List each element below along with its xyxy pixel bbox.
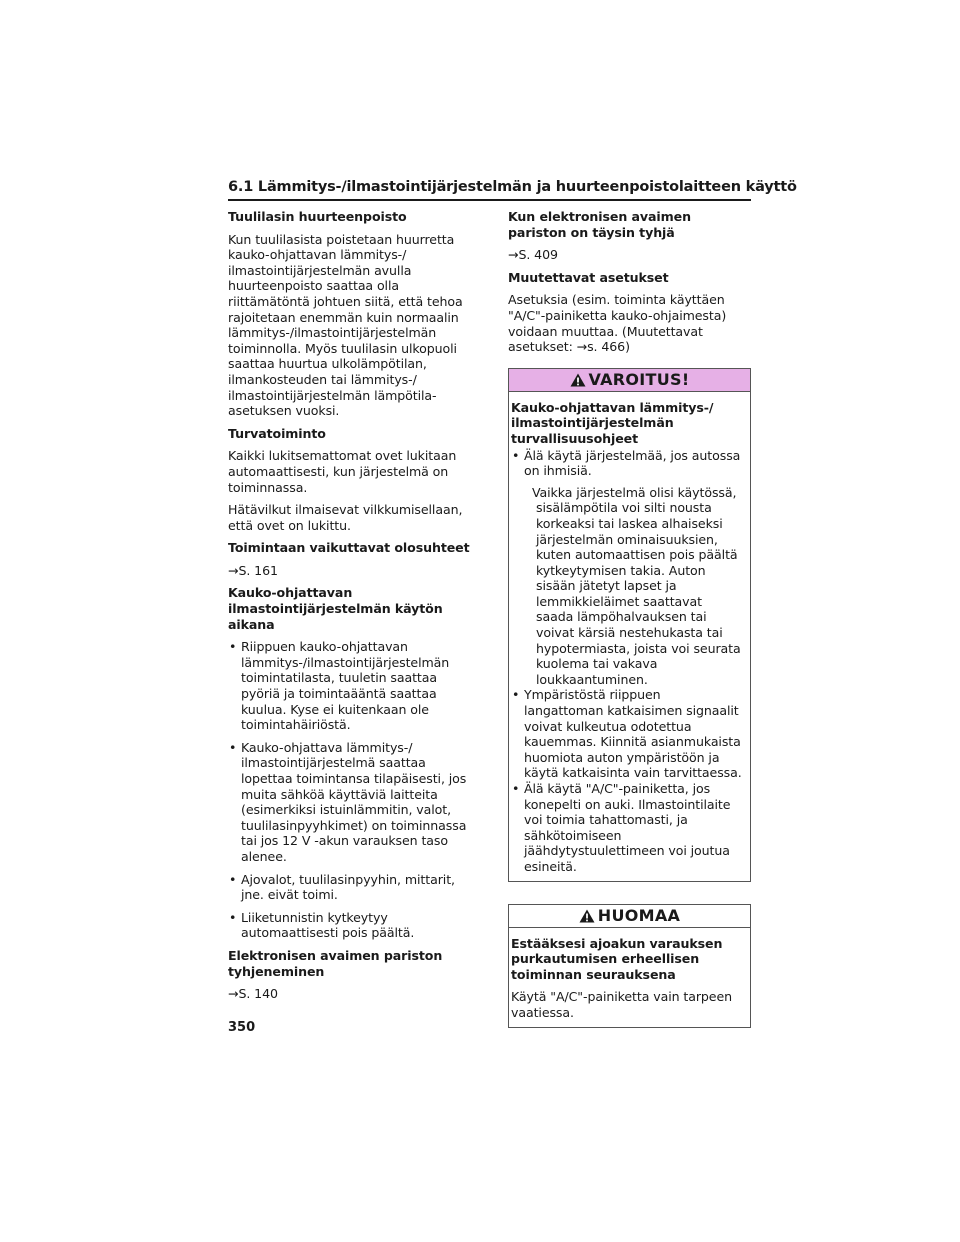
note-text: Käytä "A/C"-painiketta vain tarpeen vaatiessa.	[511, 989, 732, 1020]
warning-list	[511, 448, 742, 875]
key-battery-empty-ref: →S. 409	[508, 247, 558, 263]
note-body	[509, 928, 750, 1027]
operating-conditions-ref: →S. 161	[228, 562, 278, 578]
key-battery-ref: →S. 140	[228, 986, 278, 1002]
list-item: • Liiketunnistin kytkeytyy automaattisesti pois päältä.	[228, 910, 478, 941]
warning-triangle-icon	[570, 373, 586, 387]
list-item: • Ympäristöstä riippuen langattoman katkaisimen signaalit voivat kulkeutua odotettua kauemmas. Kiinnitä asianmukaista huomiota auton ympäristöön ja käytä katkaisinta vain tarvittaessa.	[511, 687, 742, 781]
list-item: • Riippuen kauko-ohjattavan lämmitys-/ilmastointijärjestelmän toimintatilasta, tuuletin saattaa pyöriä ja toimintaääntä saattaa kuulua. Kyse ei kuitenkaan ole toimintahäiriöstä.	[228, 639, 478, 733]
note-heading: Estääksesi ajoakun varauksen purkautumisen erheellisen toiminnan seurauksena	[511, 935, 723, 982]
heading-key-battery: Elektronisen avaimen pariston tyhjeneminen	[228, 947, 443, 979]
warning-header	[509, 369, 750, 392]
warning-box	[508, 368, 751, 882]
note-box	[508, 904, 751, 1028]
list-item	[511, 448, 742, 688]
warning-bullet-text: Älä käytä järjestelmää, jos autossa on ihmisiä.	[524, 447, 741, 479]
heading-key-battery-empty: Kun elektronisen avaimen pariston on täysin tyhjä	[508, 209, 691, 240]
note-title: HUOMAA	[597, 905, 681, 925]
warning-heading: Kauko-ohjattavan lämmitys-/ ilmastointijärjestelmän turvallisuusohjeet	[511, 399, 714, 446]
heading-safety-function: Turvatoiminto	[228, 425, 326, 441]
warning-body	[509, 392, 750, 881]
header-divider	[228, 199, 751, 201]
warning-sub-text: Vaikka järjestelmä olisi käytössä, sisälämpötila voi silti nousta korkeaksi tai laskea alhaiseksi järjestelmän ominaisuuksien, kuten automaattisen pois päältä kytkeytymisen takia. Auton sisään jätetyt lapset ja lemmikkieläimet saattavat saada lämpöhalvauksen tai voivat kärsiä nestehukasta tai hypotermiasta, joista voi seurata kuolema tai vakava loukkaantuminen.	[532, 484, 741, 687]
list-item: • Ajovalot, tuulilasinpyyhin, mittarit, jne. eivät toimi.	[228, 872, 478, 903]
windshield-defrost-text: Kun tuulilasista poistetaan huurretta kauko-ohjattavan lämmitys-/ ilmastointijärjestelmän avulla huurteenpoisto saattaa olla riittämätöntä johtuen siitä, että tehoa rajoitetaan enemmän kuin normaalin lämmitys-/ilmastointijärjestelmän toiminnolla. Myös tuulilasin ulkopuoli saattaa huurtua ulkolämpötilan, ilmankosteuden tai lämmitys-/ ilmastointijärjestelmän lämpötila-asetuksen vuoksi.	[228, 231, 463, 419]
right-column	[508, 209, 751, 1028]
left-column	[228, 209, 478, 1009]
heading-windshield-defrost: Tuulilasin huurteenpoisto	[228, 209, 407, 224]
safety-function-text-1: Kaikki lukitsemattomat ovet lukitaan automaattisesti, kun järjestelmä on toiminnassa.	[228, 448, 457, 495]
warning-title: VAROITUS!	[588, 369, 690, 389]
heading-during-use: Kauko-ohjattavan ilmastointijärjestelmän käytön aikana	[228, 585, 443, 632]
list-item: • Älä käytä "A/C"-painiketta, jos konepelti on auki. Ilmastointilaite voi toimia tahattomasti, ja sähkötoimiseen jäähdytystuulettimeen voi joutua esineitä.	[511, 781, 742, 875]
page-number: 350	[228, 1020, 256, 1035]
note-header	[509, 905, 750, 928]
during-use-list	[228, 639, 478, 941]
safety-function-text-2: Hätävilkut ilmaisevat vilkkumisellaan, että ovet on lukittu.	[228, 502, 463, 533]
list-item: • Kauko-ohjattava lämmitys-/ ilmastointijärjestelmä saattaa lopettaa toimintansa tilapäisesti, jos muita sähköä käyttäviä laitteita (esimerkiksi istuinlämmitin, valot, tuulilasinpyyhkimet) on toiminnassa tai jos 12 V -akun varauksen taso alenee.	[228, 740, 478, 865]
heading-customizable-settings: Muutettavat asetukset	[508, 269, 669, 285]
section-header: 6.1 Lämmitys-/ilmastointijärjestelmän ja huurteenpoistolaitteen käyttö	[228, 179, 797, 195]
heading-operating-conditions: Toimintaan vaikuttavat olosuhteet	[228, 540, 470, 556]
customizable-settings-text: Asetuksia (esim. toiminta käyttäen "A/C"-painiketta kauko-ohjaimesta) voidaan muuttaa. (Muutettavat asetukset: →s. 466)	[508, 292, 727, 355]
warning-triangle-icon	[579, 909, 595, 923]
